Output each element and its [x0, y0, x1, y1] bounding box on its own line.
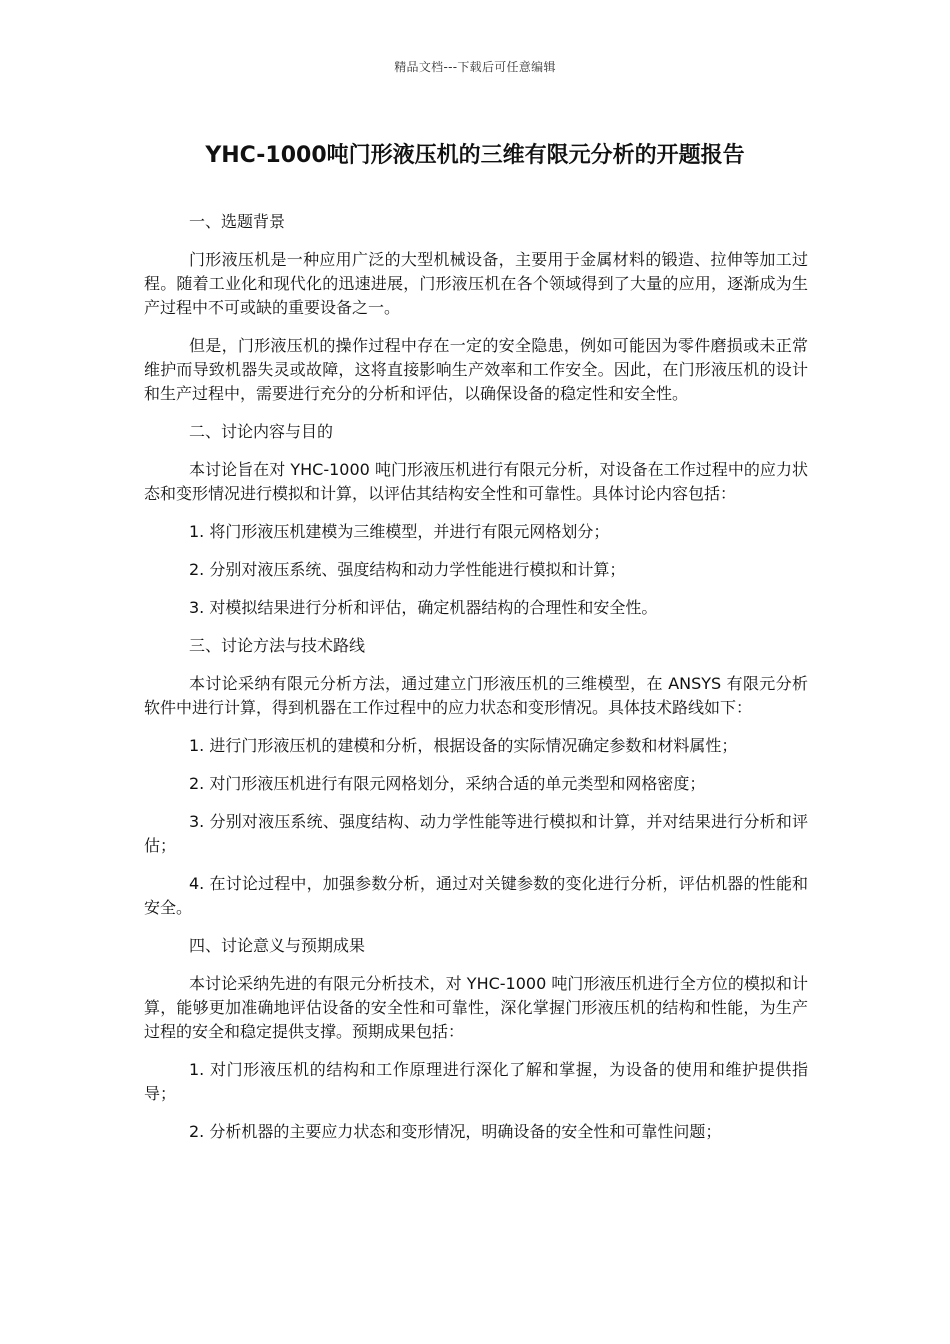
document-body	[144, 210, 808, 1158]
section-heading: 四、讨论意义与预期成果	[189, 936, 366, 955]
section-heading: 三、讨论方法与技术路线	[189, 636, 366, 655]
section-content-purpose	[144, 420, 808, 620]
list-item: 3. 分别对液压系统、强度结构、动力学性能等进行模拟和计算，并对结果进行分析和评估；	[144, 812, 808, 855]
list-item: 4. 在讨论过程中，加强参数分析，通过对关键参数的变化进行分析，评估机器的性能和安全。	[144, 874, 808, 917]
header-note: 精品文档---下载后可任意编辑	[394, 60, 556, 74]
section-heading: 二、讨论内容与目的	[189, 422, 334, 441]
paragraph: 门形液压机是一种应用广泛的大型机械设备，主要用于金属材料的锻造、拉伸等加工过程。随着工业化和现代化的迅速进展，门形液压机在各个领域得到了大量的应用，逐渐成为生产过程中不可或缺的重要设备之一。	[144, 250, 808, 317]
list-item: 1. 进行门形液压机的建模和分析，根据设备的实际情况确定参数和材料属性；	[189, 736, 738, 755]
paragraph: 本讨论采纳有限元分析方法，通过建立门形液压机的三维模型，在 ANSYS 有限元分析软件中进行计算，得到机器在工作过程中的应力状态和变形情况。具体技术路线如下：	[144, 674, 808, 717]
section-method-route	[144, 634, 808, 920]
section-significance-outcomes	[144, 934, 808, 1144]
section-heading: 一、选题背景	[189, 212, 286, 231]
list-item: 1. 将门形液压机建模为三维模型，并进行有限元网格划分；	[189, 522, 610, 541]
section-background	[144, 210, 808, 406]
paragraph: 本讨论采纳先进的有限元分析技术，对 YHC-1000 吨门形液压机进行全方位的模拟和计算，能够更加准确地评估设备的安全性和可靠性，深化掌握门形液压机的结构和性能，为生产过程的安全和稳定提供支撑。预期成果包括：	[144, 974, 808, 1041]
document-title: YHC-1000吨门形液压机的三维有限元分析的开题报告	[205, 143, 745, 168]
list-item: 1. 对门形液压机的结构和工作原理进行深化了解和掌握，为设备的使用和维护提供指导；	[144, 1060, 808, 1103]
paragraph: 但是，门形液压机的操作过程中存在一定的安全隐患，例如可能因为零件磨损或未正常维护而导致机器失灵或故障，这将直接影响生产效率和工作安全。因此，在门形液压机的设计和生产过程中，需要进行充分的分析和评估，以确保设备的稳定性和安全性。	[144, 336, 808, 403]
paragraph: 本讨论旨在对 YHC-1000 吨门形液压机进行有限元分析，对设备在工作过程中的应力状态和变形情况进行模拟和计算，以评估其结构安全性和可靠性。具体讨论内容包括：	[144, 460, 808, 503]
list-item: 2. 对门形液压机进行有限元网格划分，采纳合适的单元类型和网格密度；	[189, 774, 706, 793]
list-item: 2. 分析机器的主要应力状态和变形情况，明确设备的安全性和可靠性问题；	[189, 1122, 722, 1141]
list-item: 2. 分别对液压系统、强度结构和动力学性能进行模拟和计算；	[189, 560, 626, 579]
list-item: 3. 对模拟结果进行分析和评估，确定机器结构的合理性和安全性。	[189, 598, 658, 617]
